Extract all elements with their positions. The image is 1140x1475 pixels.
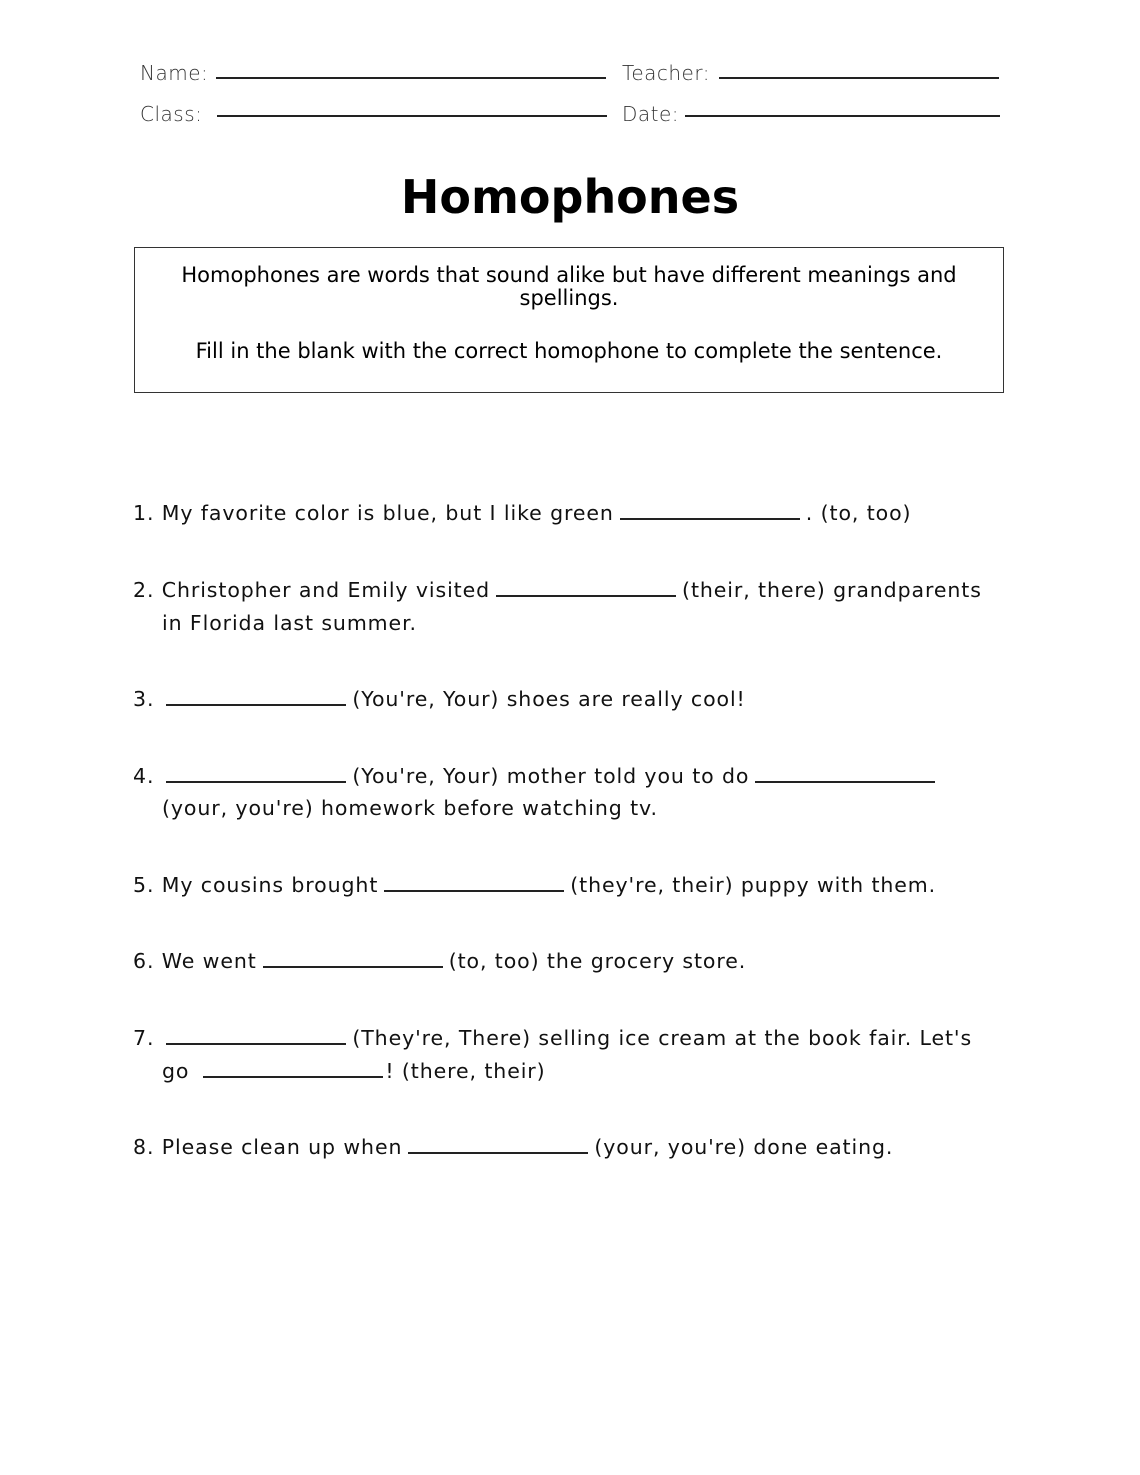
question-4 — [133, 764, 941, 788]
question-2-text: 2. Christopher and Emily visited — [133, 578, 491, 602]
task-text: Fill in the blank with the correct homophone to complete the sentence. — [195, 339, 943, 363]
question-2-options: (their, there) grandparents — [682, 578, 982, 602]
question-1-options: . (to, too) — [805, 501, 912, 525]
question-6 — [133, 949, 746, 973]
question-7-blank-2[interactable] — [203, 1060, 383, 1078]
instructions-box — [134, 247, 1004, 393]
question-4-text: (You're, Your) mother told you to do — [352, 764, 750, 788]
question-7-line-2 — [162, 1059, 546, 1083]
name-label: Name: — [140, 61, 209, 85]
question-7-text: (They're, There) selling ice cream at the book fair. Let's — [352, 1026, 973, 1050]
class-field[interactable] — [217, 115, 607, 117]
name-field[interactable] — [216, 77, 606, 79]
question-8 — [133, 1135, 893, 1159]
question-4-blank-1[interactable] — [166, 765, 346, 783]
question-2-blank[interactable] — [496, 579, 676, 597]
question-4-line-2: (your, you're) homework before watching tv. — [162, 796, 658, 820]
question-7 — [133, 1026, 972, 1050]
question-3-blank[interactable] — [166, 688, 346, 706]
question-6-blank[interactable] — [263, 950, 443, 968]
question-6-options: (to, too) the grocery store. — [448, 949, 747, 973]
question-7-number: 7. — [133, 1026, 155, 1050]
question-1-blank[interactable] — [620, 502, 800, 520]
definition-text: Homophones are words that sound alike but have different meanings and spellings. — [181, 263, 957, 310]
question-4-number: 4. — [133, 764, 155, 788]
question-4-blank-2[interactable] — [755, 765, 935, 783]
question-5-text: 5. My cousins brought — [133, 873, 379, 897]
question-1-text: 1. My favorite color is blue, but I like green — [133, 501, 614, 525]
page-title: Homophones — [400, 170, 740, 224]
question-8-text: 8. Please clean up when — [133, 1135, 403, 1159]
question-1 — [133, 501, 911, 525]
question-5 — [133, 873, 936, 897]
date-field[interactable] — [685, 115, 1000, 117]
question-8-blank[interactable] — [408, 1136, 588, 1154]
question-2-line-2: in Florida last summer. — [162, 611, 417, 635]
question-2 — [133, 578, 982, 602]
question-7-blank-1[interactable] — [166, 1027, 346, 1045]
question-8-options: (your, you're) done eating. — [594, 1135, 894, 1159]
question-3-number: 3. — [133, 687, 155, 711]
question-6-text: 6. We went — [133, 949, 257, 973]
teacher-field[interactable] — [719, 77, 999, 79]
question-3 — [133, 687, 746, 711]
question-7-options: ! (there, their) — [385, 1059, 546, 1083]
question-3-text: (You're, Your) shoes are really cool! — [352, 687, 746, 711]
class-label: Class: — [140, 102, 203, 126]
question-5-options: (they're, their) puppy with them. — [570, 873, 937, 897]
question-5-blank[interactable] — [384, 874, 564, 892]
teacher-label: Teacher: — [622, 61, 710, 85]
question-7-line-2-text: go — [162, 1059, 190, 1083]
date-label: Date: — [622, 102, 680, 126]
